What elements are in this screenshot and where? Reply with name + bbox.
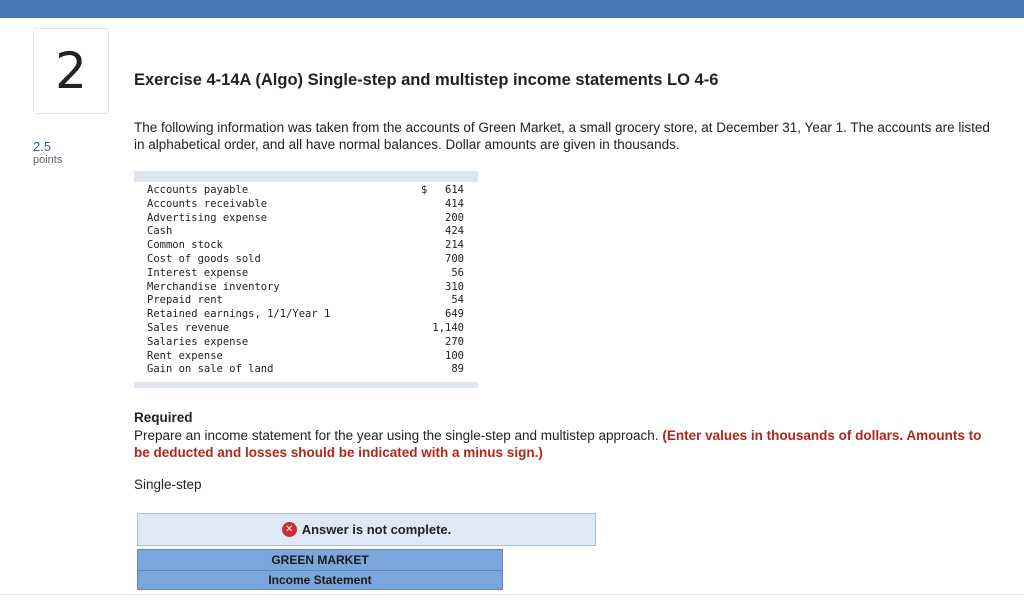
account-name: Salaries expense — [147, 335, 249, 348]
account-value: 200 — [445, 211, 464, 224]
points-label: points — [33, 154, 63, 166]
account-value: 1,140 — [432, 322, 464, 334]
account-row — [134, 294, 478, 308]
x-circle-icon: ✕ — [282, 522, 297, 537]
account-name: Prepaid rent — [147, 294, 223, 307]
statement-company-header: GREEN MARKET — [137, 549, 503, 571]
currency-symbol: $ — [421, 184, 428, 196]
account-row — [134, 212, 478, 226]
bottom-divider — [0, 594, 1024, 595]
account-row — [134, 184, 478, 198]
question-number: 2 — [33, 28, 109, 114]
account-row — [134, 350, 478, 364]
account-row — [134, 363, 478, 377]
required-text — [134, 427, 994, 461]
account-value: 54 — [451, 294, 464, 307]
account-row — [134, 308, 478, 322]
account-name: Sales revenue — [147, 322, 230, 334]
answer-status-banner — [137, 513, 596, 546]
accounts-table — [134, 171, 478, 388]
account-name: Merchandise inventory — [147, 280, 280, 293]
single-step-label: Single-step — [134, 477, 202, 492]
required-instruction: Prepare an income statement for the year using the single-step and multistep approach. — [134, 428, 659, 443]
account-value: 614 — [445, 184, 464, 196]
answer-status-text: Answer is not complete. — [301, 522, 452, 537]
statement-title-header: Income Statement — [137, 570, 503, 590]
account-name: Retained earnings, 1/1/Year 1 — [147, 308, 331, 321]
account-row — [134, 322, 478, 336]
exercise-title: Exercise 4-14A (Algo) Single-step and multistep income statements LO 4-6 — [134, 71, 719, 89]
account-value: 424 — [445, 225, 464, 238]
account-name: Cost of goods sold — [147, 253, 261, 265]
account-name: Common stock — [147, 239, 223, 252]
required-heading: Required — [134, 410, 193, 425]
account-name: Accounts payable — [147, 184, 249, 196]
top-bar — [0, 0, 1024, 18]
account-value: 56 — [451, 266, 464, 279]
account-value: 414 — [445, 197, 464, 210]
account-row — [134, 253, 478, 267]
account-row — [134, 198, 478, 212]
account-name: Advertising expense — [147, 211, 268, 224]
account-row — [134, 281, 478, 295]
required-emphasis: (Enter values in thousands of dollars. Amounts to be deducted and losses should be indicated with a minus sign.) — [134, 428, 982, 460]
account-value: 700 — [445, 253, 464, 265]
account-name: Interest expense — [147, 266, 249, 279]
account-value: 270 — [445, 335, 464, 348]
account-row — [134, 336, 478, 350]
account-value: 649 — [445, 308, 464, 321]
account-name: Gain on sale of land — [147, 363, 274, 376]
points-value: 2.5 — [33, 139, 52, 154]
account-row — [134, 239, 478, 253]
account-row — [134, 225, 478, 239]
account-value: 310 — [445, 280, 464, 293]
account-value: 100 — [445, 349, 464, 362]
account-value: 214 — [445, 239, 464, 252]
exercise-intro: The following information was taken from the accounts of Green Market, a small grocery store, at December 31, Year 1. The accounts are listed in alphabetical order, and all have normal balances. Dollar amounts are given in thousands. — [134, 120, 990, 152]
account-row — [134, 267, 478, 281]
account-name: Cash — [147, 225, 173, 238]
account-name: Accounts receivable — [147, 197, 268, 210]
account-name: Rent expense — [147, 349, 223, 362]
account-value: 89 — [451, 363, 464, 376]
